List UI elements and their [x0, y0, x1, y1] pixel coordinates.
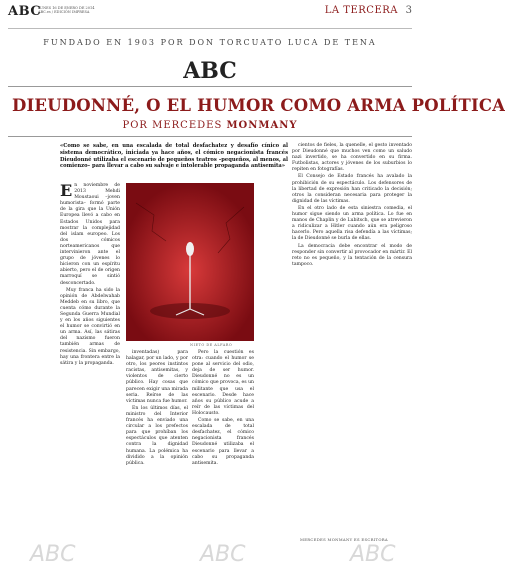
paragraph: Como se sabe, en una escalada de total desfachatez, el cómico negacionista francés Dieudonné utilizaba el escenario para llevar a cabo su propaganda antisemita.	[192, 418, 254, 466]
dropcap: E	[60, 181, 73, 200]
divider	[8, 86, 412, 87]
watermark: ABC	[350, 542, 396, 567]
masthead-logo: ABC	[8, 4, 42, 19]
divider	[8, 136, 412, 137]
article-lede: «Como se sabe, en una escalada de total desfachatez y desafío cínico al sistema democrático, iniciada ya hace años, el cómico negacionista francés Dieudonné utilizaba el escenario de pequeños teatros –pequeños, al menos, al comienzo– para llevar a cabo su salvaje e intolerable propaganda antisemita»	[60, 143, 288, 170]
founded-line: FUNDADO EN 1903 POR DON TORCUATO LUCA DE TENA	[43, 38, 377, 47]
column-3	[192, 350, 254, 541]
divider	[8, 28, 412, 29]
date-line: LUNES 16 DE ENERO DE 2014	[38, 6, 95, 10]
center-logo: ABC	[183, 58, 237, 84]
byline	[0, 120, 420, 131]
author-credit: MERCEDES MONMANY ES ESCRITORA	[300, 537, 388, 542]
paragraph: inventadas) para halagar, por un lado, y por otro, los peores instintos racistas, antisemitas, y violentos de cierto público. Hay cosas que parecen exigir una mirada seria. Reírse de las víctimas nunca fue humor.	[126, 350, 188, 404]
paragraph: En los últimos días, el ministro del Interior francés ha enviado una circular a los prefectos para que prohíban los espectáculos que atenten contra la dignidad humana. La polémica ha dividido a la opinión pública.	[126, 405, 188, 466]
date-subline: ABC.es / EDICIÓN IMPRESA	[38, 10, 90, 14]
byline-name: MONMANY	[226, 120, 298, 131]
paragraph: El Consejo de Estado francés ha avalado la prohibición de su espectáculo. Los defensores de la libertad de expresión han criticado la decisión; otros la consideran necesaria para proteger la dignidad de las víctimas.	[292, 174, 412, 204]
column-1	[60, 183, 120, 541]
paragraph: n noviembre de 2013 Mehdi Moustaoui –joven humorista– formó parte de la gira que la Unión Europea llevó a cabo en Estados Unidos para mostrar la complejidad del islam europeo. Los dos cómicos norteamericanos que intervinieron ante el grupo de jóvenes lo hicieron con un espíritu abierto, pero el de origen marroquí se sintió desconcertado.	[60, 183, 120, 286]
column-4	[292, 143, 412, 543]
paragraph: La democracia debe encontrar el modo de responder sin convertir al provocador en mártir. El reto no es pequeño, y la tentación de la censura tampoco.	[292, 243, 412, 267]
paragraph: cientos de fieles, la quenelle, el gesto inventado por Dieudonné que muchos ven como un saludo nazi invertido, se ha convertido en su firma. Futbolistas, actores y jóvenes de los suburbios lo repiten en fotografías.	[292, 143, 412, 173]
masthead	[8, 4, 412, 30]
page-number: 3	[405, 5, 412, 16]
watermark: ABC	[200, 542, 246, 567]
paragraph: Muy franca ha sido la opinión de Abdelwahab Meddeb en su libro, que cuenta cómo durante la Segunda Guerra Mundial y en los años siguientes el humor se convirtió en un arma. Así, las sátiras del nazismo fueron también armas de resistencia. Sin embargo, hay una frontera entre la sátira y la propaganda.	[60, 287, 120, 366]
microphone-illustration	[126, 183, 254, 341]
paragraph: Pero la cuestión es otra: cuando el humor se pone al servicio del odio, deja de ser humor. Dieudonné no es un cómico que provoca, es un militante que usa el escenario. Desde hace años su público acude a reír de las víctimas del Holocausto.	[192, 350, 254, 416]
masthead-date	[38, 6, 118, 14]
column-2	[126, 350, 188, 541]
article-illustration	[126, 183, 254, 341]
article-title: DIEUDONNÉ, O EL HUMOR COMO ARMA POLÍTICA	[12, 96, 505, 115]
section-label: LA TERCERA	[324, 5, 398, 16]
paragraph: En el otro lado de esta siniestra comedia, el humor sigue siendo un arma política. Lo fue en manos de Chaplin y de Lubitsch, que se atrevieron a ridiculizar a Hitler cuando aún era peligroso hacerlo. Pero aquella risa defendía a las víctimas; la de Dieudonné se burla de ellas.	[292, 205, 412, 242]
byline-prefix: POR MERCEDES	[122, 120, 223, 131]
watermark: ABC	[30, 542, 76, 567]
illustration-caption: NIETO DE ALFARO	[190, 343, 233, 347]
